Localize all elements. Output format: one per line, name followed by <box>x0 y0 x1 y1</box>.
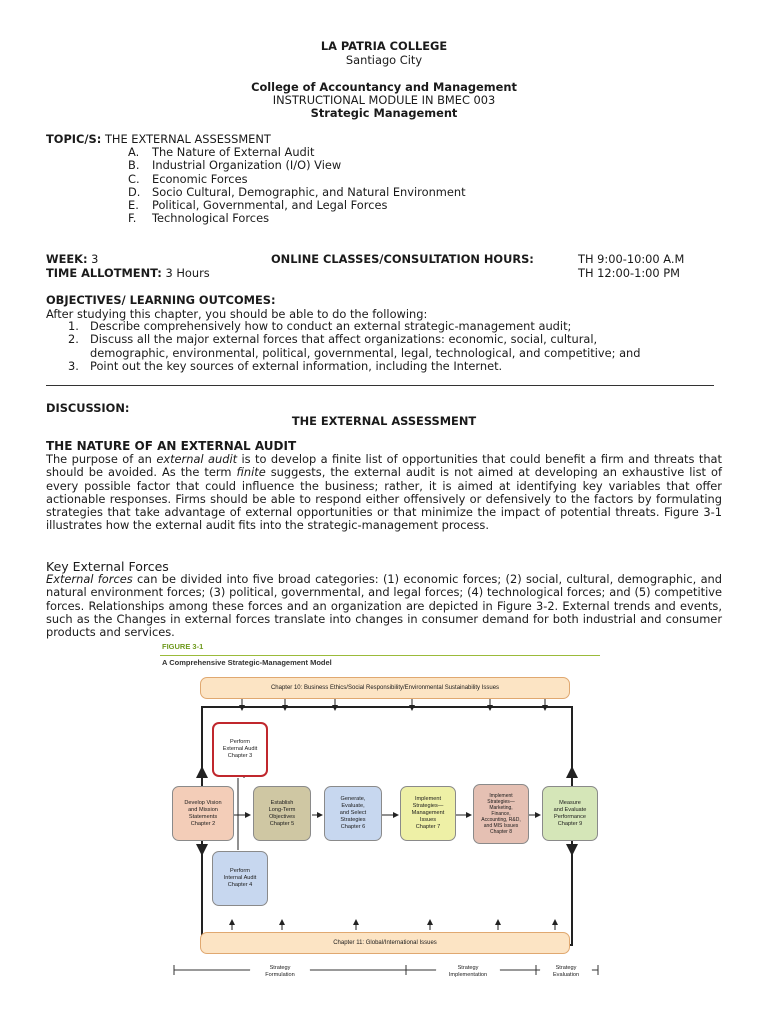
topic-line <box>46 132 271 146</box>
strategies-box: Generate, Evaluate, and Select Strategies Chapter 6 <box>324 786 382 841</box>
topic-item: E. Political, Governmental, and Legal Forces <box>128 198 388 213</box>
week-label: WEEK: <box>46 252 88 266</box>
objectives-intro: After studying this chapter, you should be able to do the following: <box>46 307 428 321</box>
week-line <box>46 252 98 266</box>
objective-item: 2. Discuss all the major external forces that affect organizations: economic, social, cultural, <box>68 332 598 347</box>
department-name: College of Accountancy and Management <box>251 80 517 94</box>
ethics-issues-bar: Chapter 10: Business Ethics/Social Responsibility/Environmental Sustainability Issues <box>200 677 570 699</box>
phase-implementation: Strategy Implementation <box>436 964 500 980</box>
objectives-list <box>68 320 728 373</box>
objective-item: 1. Describe comprehensively how to conduct an external strategic-management audit; <box>68 319 572 333</box>
section1-heading: THE NATURE OF AN EXTERNAL AUDIT <box>46 439 297 453</box>
allotment-value: 3 Hours <box>165 266 210 280</box>
vision-mission-box: Develop Vision and Mission Statements Chapter 2 <box>172 786 234 841</box>
topic-title: THE EXTERNAL ASSESSMENT <box>104 132 271 146</box>
phase-evaluation: Strategy Evaluation <box>540 964 592 980</box>
allotment-label: TIME ALLOTMENT: <box>46 266 162 280</box>
module-title: INSTRUCTIONAL MODULE IN BMEC 003 <box>272 93 496 107</box>
topic-item: F. Technological Forces <box>128 211 270 226</box>
discussion-label: DISCUSSION: <box>46 401 130 415</box>
figure-title: A Comprehensive Strategic-Management Model <box>162 658 332 667</box>
external-audit-term: external audit <box>156 452 238 466</box>
implement-management-box: Implement Strategies— Management Issues Chapter 7 <box>400 786 456 841</box>
topic-item: A. The Nature of External Audit <box>128 145 315 159</box>
allotment-line <box>46 266 210 280</box>
phase-formulation: Strategy Formulation <box>250 964 310 980</box>
section1-paragraph: The purpose of an external audit is to develop a finite list of opportunities that could benefit a firm and threats that should be avoided. As the term finite suggests, the external audit is not aimed at developing an exhaustive list of every possible factor that could influence the business; rather, it is aimed at identifying key variables that offer actionable responses. Firms should be able to respond either offensively or defensively to the factors by formulating strategies that take advantage of external opportunities or that minimize the impact of potential threats. Figure 3-1 illustrates how the external audit fits into the strategic-management process. <box>46 452 723 533</box>
section-divider <box>46 385 714 386</box>
figure-3-1 <box>160 640 608 990</box>
section2-paragraph: External forces can be divided into five broad categories: (1) economic forces; (2) social, cultural, demographic, and natural environment forces; (3) political, governmental, and legal forces; (4) technological forces; and (5) competitive forces. Relationships among these forces and an organization are depicted in Figure 3-2. External trends and events, such as the Changes in external forces translate into changes in consumer demand for both industrial and consumer products and services. <box>46 572 722 640</box>
college-name: LA PATRIA COLLEGE <box>320 39 448 53</box>
subject-title: Strategic Management <box>310 106 458 120</box>
external-audit-box: Perform External Audit Chapter 3 <box>212 722 268 777</box>
figure-label: FIGURE 3-1 <box>162 642 204 651</box>
discussion-title: THE EXTERNAL ASSESSMENT <box>291 414 477 428</box>
implement-marketing-box: Implement Strategies— Marketing, Finance, Accounting, R&D, and MIS Issues Chapter 8 <box>473 784 529 844</box>
objective-item-continued: demographic, environmental, political, governmental, legal, technological, and competitive; and <box>90 345 641 360</box>
topic-list <box>128 146 466 226</box>
measure-performance-box: Measure and Evaluate Performance Chapter 9 <box>542 786 598 841</box>
global-issues-bar: Chapter 11: Global/International Issues <box>200 932 570 954</box>
online-time-2: TH 12:00-1:00 PM <box>578 266 680 280</box>
internal-audit-box: Perform Internal Audit Chapter 4 <box>212 851 268 906</box>
online-time-1: TH 9:00-10:00 A.M <box>578 252 685 266</box>
college-city: Santiago City <box>345 53 423 67</box>
finite-term: finite <box>236 465 266 480</box>
topic-item: C. Economic Forces <box>128 171 248 186</box>
objective-item: 3. Point out the key sources of external information, including the Internet. <box>68 358 503 373</box>
section2-heading: Key External Forces <box>46 559 169 574</box>
topic-item: B. Industrial Organization (I/O) View <box>128 158 342 173</box>
objectives-heading: OBJECTIVES/ LEARNING OUTCOMES: <box>46 293 276 307</box>
week-value: 3 <box>91 252 99 266</box>
online-hours-label: ONLINE CLASSES/CONSULTATION HOURS: <box>271 252 534 266</box>
external-forces-term: External forces <box>46 572 133 586</box>
topic-label: TOPIC/S: <box>46 132 102 146</box>
objectives-box: Establish Long-Term Objectives Chapter 5 <box>253 786 311 841</box>
topic-item: D. Socio Cultural, Demographic, and Natural Environment <box>128 184 466 199</box>
